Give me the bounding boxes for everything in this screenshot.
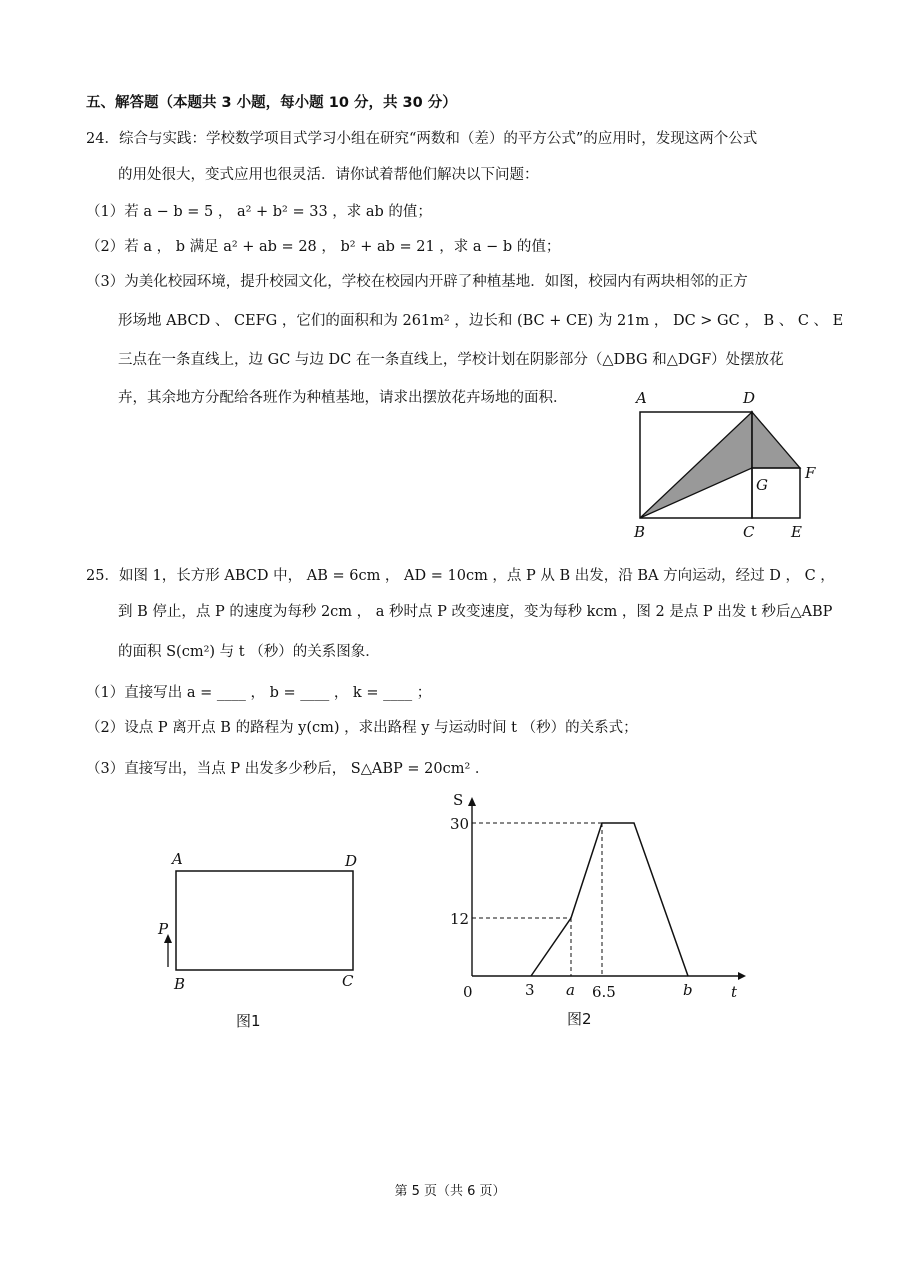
origin-label: 0 — [463, 983, 473, 1001]
x-tick-b: b — [683, 981, 693, 999]
label-D: D — [743, 389, 756, 407]
q25-stem-line2: 到 B 停止，点 P 的速度为每秒 2cm ， a 秒时点 P 改变速度，变为每秒 kcm ，图 2 是点 P 出发 t 秒后△ABP — [118, 604, 833, 620]
label-E: E — [791, 523, 802, 541]
x-tick-a: a — [566, 981, 575, 999]
q24-stem-line1: 24．综合与实践：学校数学项目式学习小组在研究“两数和（差）的平方公式”的应用时，发现这两个公式 — [86, 131, 758, 147]
label-A: A — [636, 389, 647, 407]
fig1-label-P: P — [158, 920, 169, 938]
q25-part2: （2）设点 P 离开点 B 的路程为 y(cm) ，求出路程 y 与运动时间 t （秒）的关系式； — [86, 720, 638, 736]
x-tick-3: 3 — [525, 981, 535, 999]
y-tick-12: 12 — [450, 910, 470, 928]
y-axis-arrow — [468, 797, 476, 806]
graph-line — [531, 823, 688, 976]
label-G: G — [756, 476, 768, 494]
fig2-caption: 图2 — [567, 1010, 592, 1028]
x-tick-6.5: 6.5 — [592, 983, 616, 1001]
y-axis-label: S — [453, 791, 464, 809]
q24-part3-line2: 形场地 ABCD 、 CEFG ，它们的面积和为 261m² ，边长和 (BC + CE) 为 21m ， DC > GC ， B 、 C 、 E — [118, 313, 844, 329]
label-F: F — [805, 464, 816, 482]
fig1-label-B: B — [174, 975, 186, 993]
q24-part1: （1）若 a − b = 5 ， a² + b² = 33 ，求 ab 的值； — [86, 204, 432, 220]
q24-part3-line3: 三点在一条直线上，边 GC 与边 DC 在一条直线上，学校计划在阴影部分（△DBG 和△DGF）处摆放花 — [118, 352, 784, 368]
q25-part1: （1）直接写出 a = ____ ， b = ____ ， k = ____ ； — [86, 685, 432, 701]
fig1-caption: 图1 — [236, 1012, 261, 1030]
x-axis-label: t — [731, 983, 738, 1001]
q25-part3: （3）直接写出，当点 P 出发多少秒后， S△ABP = 20cm² ． — [86, 761, 490, 777]
fig1-label-C: C — [342, 972, 354, 990]
q24-part3-line1: （3）为美化校园环境，提升校园文化，学校在校园内开辟了种植基地．如图，校园内有两块相邻的正方 — [86, 274, 748, 290]
q24-part2: （2）若 a ， b 满足 a² + ab = 28 ， b² + ab = 21 ，求 a − b 的值； — [86, 239, 561, 255]
q24-part3-line4: 卉，其余地方分配给各班作为种植基地，请求出摆放花卉场地的面积． — [118, 390, 568, 406]
label-B: B — [634, 523, 646, 541]
label-C: C — [743, 523, 755, 541]
q25-stem-line1: 25．如图 1，长方形 ABCD 中， AB = 6cm ， AD = 10cm ，点 P 从 B 出发，沿 BA 方向运动，经过 D ， C ， — [86, 568, 835, 584]
fig1-label-D: D — [345, 852, 358, 870]
fig1-label-A: A — [172, 850, 183, 868]
q24-stem-line2: 的用处很大，变式应用也很灵活．请你试着帮他们解决以下问题： — [118, 167, 539, 183]
y-tick-30: 30 — [450, 815, 470, 833]
page-footer: 第 5 页（共 6 页） — [394, 1184, 506, 1199]
section-title: 五、解答题（本题共 3 小题，每小题 10 分，共 30 分） — [86, 95, 457, 111]
q25-stem-line3: 的面积 S(cm²) 与 t （秒）的关系图象． — [118, 644, 380, 660]
x-axis-arrow — [738, 972, 746, 980]
